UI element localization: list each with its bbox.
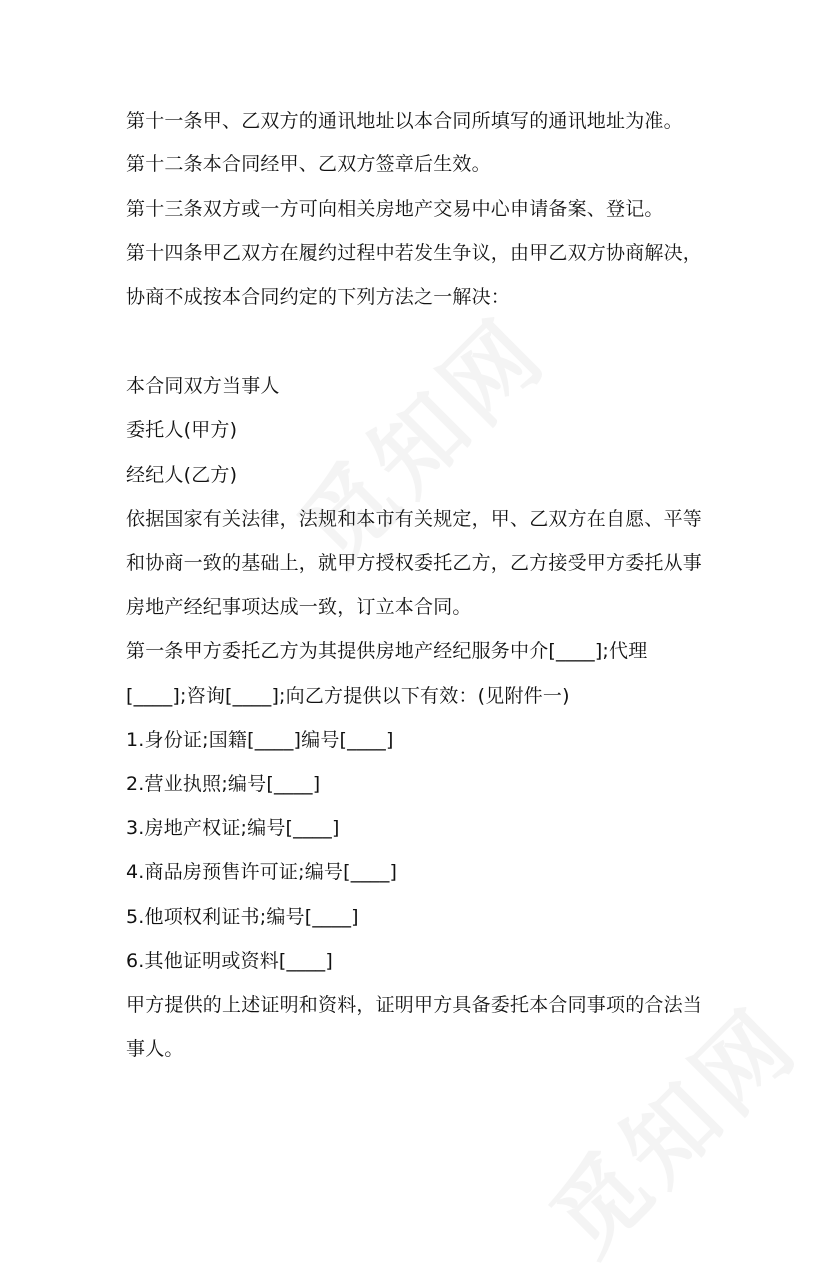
list-item: 5.他项权利证书;编号[____] xyxy=(126,906,359,928)
principal-party-label: 委托人(甲方) xyxy=(126,419,238,441)
list-item: 2.营业执照;编号[____] xyxy=(126,773,321,795)
broker-party-label: 经纪人(乙方) xyxy=(126,464,238,486)
list-item: 4.商品房预售许可证;编号[____] xyxy=(126,861,398,883)
preamble-line-1: 依据国家有关法律，法规和本市有关规定，甲、乙双方在自愿、平等 xyxy=(126,508,703,530)
clause-1-line-2: [____];咨询[____];向乙方提供以下有效：(见附件一) xyxy=(126,685,570,707)
clause-14-line-2: 协商不成按本合同约定的下列方法之一解决： xyxy=(126,286,511,308)
preamble-line-2: 和协商一致的基础上，就甲方授权委托乙方，乙方接受甲方委托从事 xyxy=(126,552,703,574)
list-item: 1.身份证;国籍[____]编号[____] xyxy=(126,729,394,751)
closing-line-1: 甲方提供的上述证明和资料，证明甲方具备委托本合同事项的合法当 xyxy=(126,994,703,1016)
clause-11: 第十一条甲、乙双方的通讯地址以本合同所填写的通讯地址为准。 xyxy=(126,110,683,132)
clause-12: 第十二条本合同经甲、乙双方签章后生效。 xyxy=(126,153,491,175)
watermark xyxy=(517,973,822,1278)
preamble-line-3: 房地产经纪事项达成一致，订立本合同。 xyxy=(126,596,472,618)
clause-14-line-1: 第十四条甲乙双方在履约过程中若发生争议，由甲乙双方协商解决， xyxy=(126,242,703,264)
closing-line-2: 事人。 xyxy=(126,1038,184,1060)
list-item: 6.其他证明或资料[____] xyxy=(126,950,333,972)
clause-13: 第十三条双方或一方可向相关房地产交易中心申请备案、登记。 xyxy=(126,198,664,220)
clause-1-line-1: 第一条甲方委托乙方为其提供房地产经纪服务中介[____];代理 xyxy=(126,640,648,662)
list-item: 3.房地产权证;编号[____] xyxy=(126,817,340,839)
parties-heading: 本合同双方当事人 xyxy=(126,375,280,397)
